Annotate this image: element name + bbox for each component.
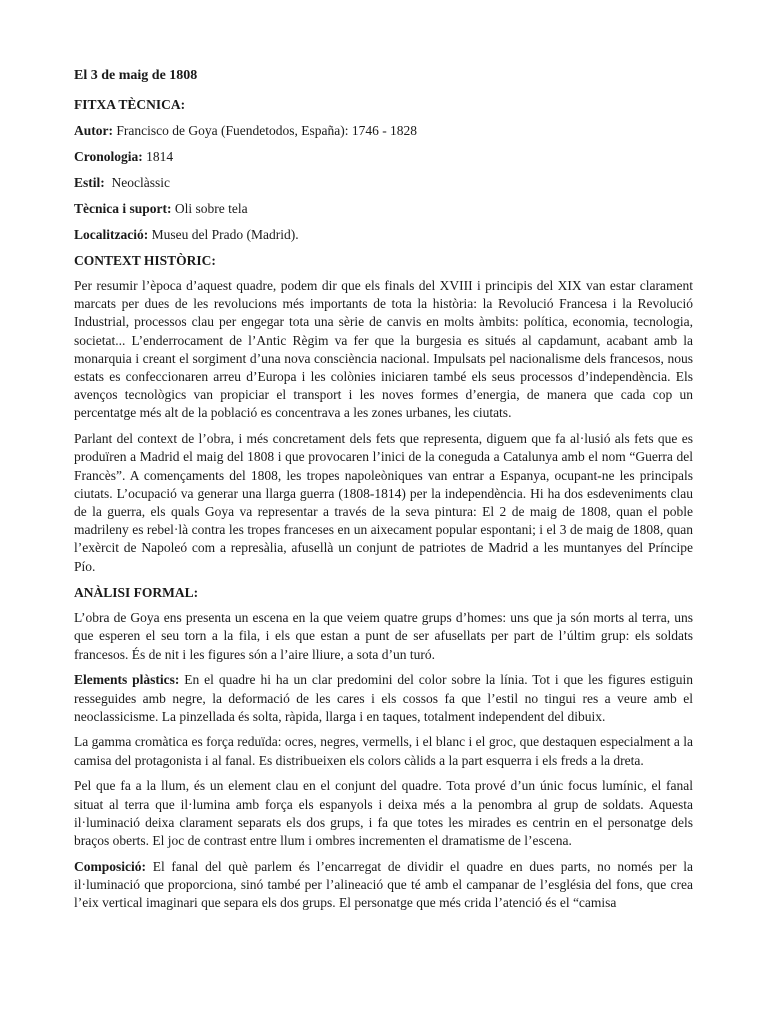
tecnica-value: Oli sobre tela — [171, 201, 248, 216]
context-paragraph-2: Parlant del context de l’obra, i més concretament dels fets que representa, diguem que fa al·lusió als fets que es produïren a Madrid el maig del 1808 i que provocaren l’inici de la coneguda a Catalunya amb el nom “Guerra del Francès”. A començaments del 1808, les tropes napoleòniques van entrar a Espanya, ocupant-ne les principals ciutats. L’ocupació va generar una llarga guerra (1808-1814) per la independència. Hi ha dos esdeveniments clau de la guerra, els quals Goya va representar a través de la seva pintura: El 2 de maig de 1808, quan el poble madrileny es rebel·là contra les tropes franceses en un aixecament popular espontani; i el 3 de maig de 1808, quan l’exèrcit de Napoleó com a represàlia, afusellà un conjunt de patriotes de Madrid a les muntanyes del Príncipe Pío. — [74, 431, 693, 574]
elements-plastics-text: En el quadre hi ha un clar predomini del color sobre la línia. Tot i que les figures estiguin resseguides amb negre, la deformació de les cares i els cossos fa que l’estil no tingui res a veure amb el neoclassicisme. La pinzellada és solta, ràpida, llarga i en taques, totalment independent del dibuix. — [74, 672, 693, 724]
document-title: El 3 de maig de 1808 — [74, 68, 198, 83]
composicio-label: Composició: — [74, 858, 146, 874]
analisi-formal-heading: ANÀLISI FORMAL: — [74, 585, 199, 601]
estil-value: Neoclàssic — [104, 175, 170, 190]
composicio-paragraph — [74, 858, 693, 913]
elements-plastics-label: Elements plàstics: — [74, 672, 180, 688]
llum-paragraph: Pel que fa a la llum, és un element clau en el conjunt del quadre. Tota prové d’un únic focus lumínic, el fanal situat al terra que il·lumina amb força els espanyols i deixa més a la penombra al grup de soldats. Aquesta il·luminació deixa clarament separats els dos grups, i fa que totes les mirades es centrin en el personatge dels braços oberts. El joc de contrast entre llum i ombres incrementen el dramatisme de l’escena. — [74, 778, 693, 848]
localitzacio-field — [74, 225, 693, 245]
document-page — [74, 66, 693, 920]
autor-label: Autor: — [74, 123, 113, 138]
gamma-cromatica-paragraph: La gamma cromàtica es força reduïda: ocres, negres, vermells, i el blanc i el groc, que destaquen especialment a la camisa del protagonista i al fanal. Es distribueixen els colors càlids a la part esquerra i els freds a la dreta. — [74, 734, 693, 768]
context-historic-heading: CONTEXT HISTÒRIC: — [74, 253, 216, 268]
context-paragraph-1: Per resumir l’època d’aquest quadre, podem dir que els finals del XVIII i principis del XIX van estar clarament marcats per dues de les revolucions més importants de tota la història: la Revolució Francesa i la Revolució Industrial, processos clau per engegar tota una sèrie de canvis en molts àmbits: política, economia, tecnologia, societat... L’enderrocament de l’Antic Règim va fer que la burgesia es situés al capdamunt, acabant amb la monarquia i creant el sorgiment d’una nova consciència nacional. Impulsats pel nacionalisme dels francesos, nous estats es confeccionaren arreu d’Europa i les colònies iniciaren també els seus processos d’independència. Els avenços tecnològics van propiciar el transport i les noves formes d’energia, de manera que cada cop un percentatge més alt de la població es concentrava a les zones urbanes, les ciutats. — [74, 278, 693, 421]
autor-value: Francisco de Goya (Fuendetodos, España): 1746 - 1828 — [113, 123, 418, 138]
tecnica-label: Tècnica i suport: — [74, 201, 172, 216]
localitzacio-value: Museu del Prado (Madrid). — [148, 227, 299, 242]
cronologia-label: Cronologia: — [74, 149, 143, 164]
estil-field — [74, 173, 693, 193]
analisi-paragraph-1: L’obra de Goya ens presenta un escena en la que veiem quatre grups d’homes: uns que ja són morts al terra, uns que esperen el seu torn a la fila, i els que estan a punt de ser afusellats per part de l’últim grup: els soldats francesos. És de nit i les figures són a l’aire lliure, a sota d’un turó. — [74, 610, 693, 662]
localitzacio-label: Localització: — [74, 227, 149, 242]
elements-plastics-paragraph — [74, 671, 693, 726]
estil-label: Estil: — [74, 175, 105, 190]
composicio-text: El fanal del què parlem és l’encarregat de dividir el quadre en dues parts, no només per la il·luminació que proporciona, sinó també per l’alineació que té amb el campanar de l’església del fons, que crea l’eix vertical imaginari que separa els dos grups. El personatge que més crida l’atenció és el “camisa — [74, 858, 693, 911]
fitxa-tecnica-heading: FITXA TÈCNICA: — [74, 97, 186, 112]
cronologia-value: 1814 — [142, 149, 174, 164]
tecnica-field — [74, 199, 693, 219]
autor-field — [74, 121, 693, 141]
cronologia-field — [74, 147, 693, 167]
